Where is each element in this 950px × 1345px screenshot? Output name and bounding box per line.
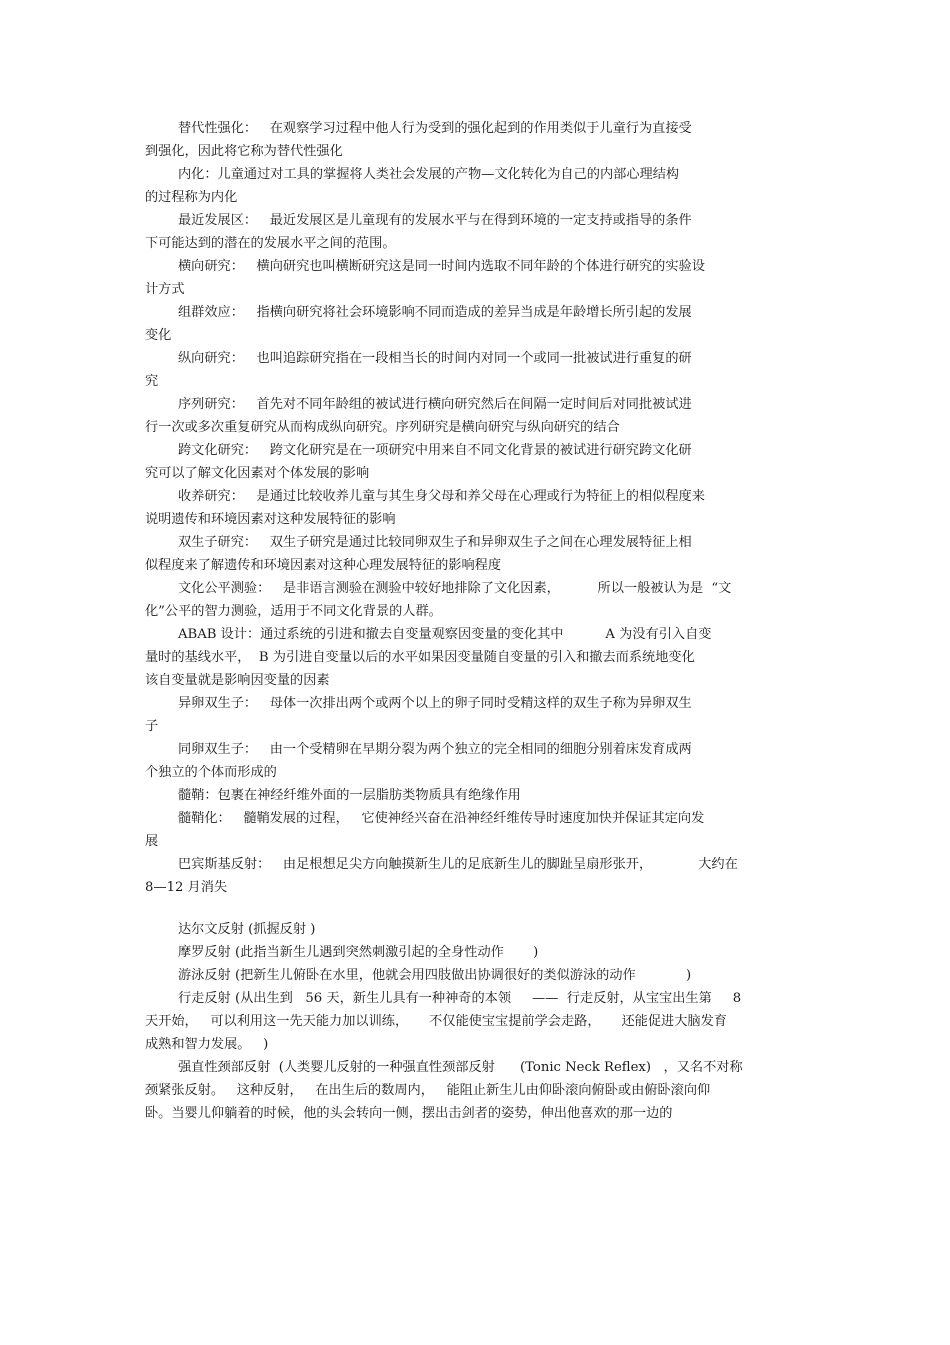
text-line: 的过程称为内化	[145, 190, 238, 205]
text-line: 替代性强化： 在观察学习过程中他人行为受到的强化起到的作用类似于儿童行为直接受	[178, 121, 692, 136]
text-line: 同卵双生子： 由一个受精卵在早期分裂为两个独立的完全相同的细胞分别着床发育成两	[178, 742, 692, 757]
text-line: 该自变量就是影响因变量的因素	[145, 673, 330, 688]
text-line: 髓鞘化： 髓鞘发展的过程， 它使神经兴奋在沿神经纤维传导时速度加快并保证其定向发	[178, 811, 705, 826]
text-line: 子	[145, 719, 159, 734]
text-line: 序列研究： 首先对不同年龄组的被试进行横向研究然后在间隔一定时间后对同批被试进	[178, 397, 692, 412]
text-line: 行走反射 (从出生到 56 天，新生儿具有一种神奇的本领 —— 行走反射，从宝宝出生第 8	[178, 991, 742, 1006]
text-line: 8—12 月消失	[145, 880, 228, 895]
text-line: 颈紧张反射。 这种反射， 在出生后的数周内， 能阻止新生儿由仰卧滚向俯卧或由俯卧滚向仰	[145, 1083, 711, 1098]
text-line: 到强化，因此将它称为替代性强化	[145, 144, 343, 159]
text-line: 变化	[145, 328, 172, 343]
text-line: 双生子研究： 双生子研究是通过比较同卵双生子和异卵双生子之间在心理发展特征上相	[178, 535, 692, 550]
text-line: 究可以了解文化因素对个体发展的影响	[145, 466, 370, 481]
text-line: 成熟和智力发展。 )	[145, 1037, 269, 1052]
text-line: 组群效应： 指横向研究将社会环境影响不同而造成的差异当成是年龄增长所引起的发展	[178, 305, 692, 320]
text-line: 纵向研究： 也叫追踪研究指在一段相当长的时间内对同一个或同一批被试进行重复的研	[178, 351, 692, 366]
text-line: 最近发展区： 最近发展区是儿童现有的发展水平与在得到环境的一定支持或指导的条件	[178, 213, 692, 228]
text-line: 达尔文反射 (抓握反射 )	[178, 922, 316, 937]
text-line: 下可能达到的潜在的发展水平之间的范围。	[145, 236, 396, 251]
text-line: 跨文化研究： 跨文化研究是在一项研究中用来自不同文化背景的被试进行研究跨文化研	[178, 443, 692, 458]
text-line: 髓鞘：包裹在神经纤维外面的一层脂肪类物质具有绝缘作用	[178, 788, 521, 803]
text-line: 化”公平的智力测验，适用于不同文化背景的人群。	[145, 604, 442, 619]
text-line: 计方式	[145, 282, 185, 297]
text-line: 文化公平测验： 是非语言测验在测验中较好地排除了文化因素， 所以一般被认为是 “文	[178, 581, 732, 596]
text-line: 究	[145, 374, 159, 389]
text-line: 说明遗传和环境因素对这种发展特征的影响	[145, 512, 396, 527]
text-line: 内化：儿童通过对工具的掌握将人类社会发展的产物—文化转化为自己的内部心理结构	[178, 167, 680, 182]
text-line: 天开始， 可以利用这一先天能力加以训练， 不仅能使宝宝提前学会走路， 还能促进大脑发育	[145, 1014, 727, 1029]
text-line: 巴宾斯基反射： 由足根想足尖方向触摸新生儿的足底新生儿的脚趾呈扇形张开， 大约在	[178, 857, 738, 872]
text-line: 摩罗反射 (此指当新生儿遇到突然刺激引起的全身性动作 )	[178, 945, 539, 960]
text-line: 异卵双生子： 母体一次排出两个或两个以上的卵子同时受精这样的双生子称为异卵双生	[178, 696, 692, 711]
text-line: 个独立的个体而形成的	[145, 765, 277, 780]
text-line: 强直性颈部反射 (人类婴儿反射的一种强直性颈部反射 (Tonic Neck Reflex) ，又名不对称	[178, 1060, 743, 1075]
text-line: 横向研究： 横向研究也叫横断研究这是同一时间内选取不同年龄的个体进行研究的实验设	[178, 259, 705, 274]
text-line: 收养研究： 是通过比较收养儿童与其生身父母和养父母在心理或行为特征上的相似程度来	[178, 489, 705, 504]
text-line: 游泳反射 (把新生儿俯卧在水里，他就会用四肢做出协调很好的类似游泳的动作 )	[178, 968, 692, 983]
text-line: 量时的基线水平， B 为引进自变量以后的水平如果因变量随自变量的引入和撤去而系统地变化	[145, 650, 695, 665]
text-line: 行一次或多次重复研究从而构成纵向研究。序列研究是横向研究与纵向研究的结合	[145, 420, 620, 435]
text-line: 展	[145, 834, 159, 849]
text-line: ABAB 设计：通过系统的引进和撤去自变量观察因变量的变化其中 A 为没有引入自变	[178, 627, 712, 642]
text-line: 似程度来了解遗传和环境因素对这种心理发展特征的影响程度	[145, 558, 502, 573]
text-line: 卧。当婴儿仰躺着的时候，他的头会转向一侧，摆出击剑者的姿势，伸出他喜欢的那一边的	[145, 1106, 673, 1121]
